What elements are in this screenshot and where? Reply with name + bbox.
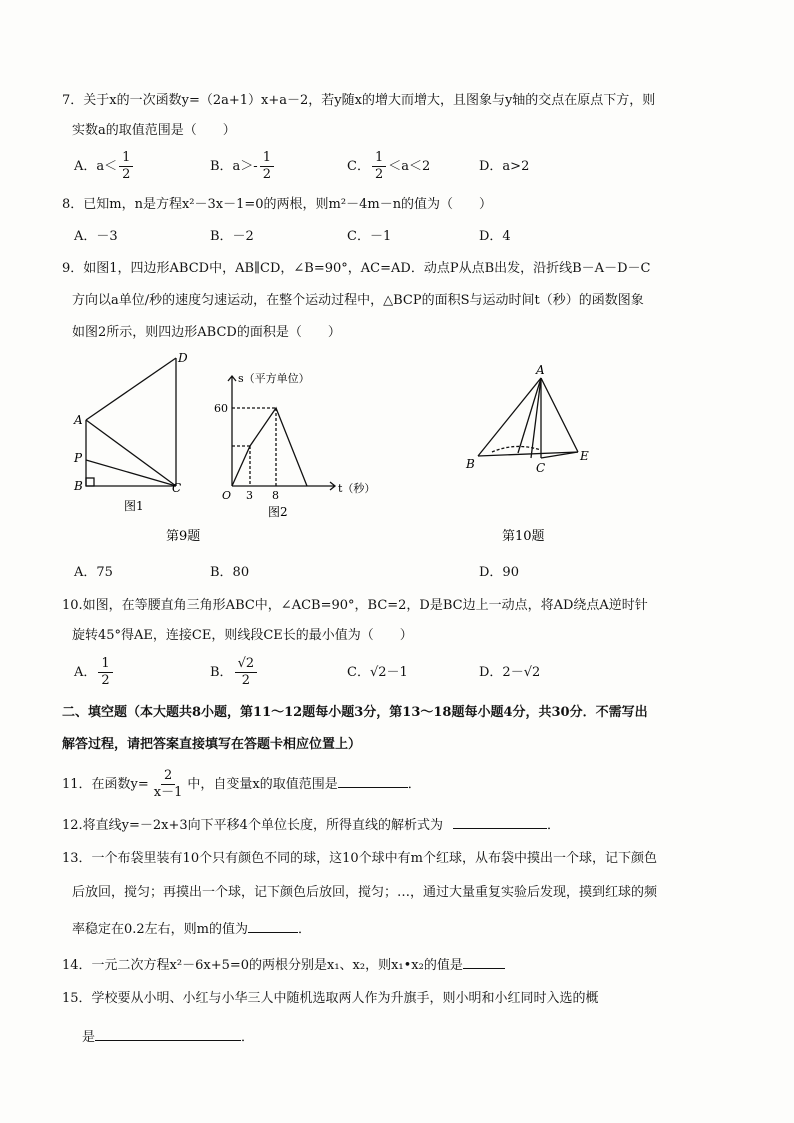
fig2-caption: 图2	[268, 505, 288, 519]
fig1-label-c: C	[172, 481, 182, 495]
q9-option-d: D．90	[479, 565, 519, 580]
q8-option-d: D．4	[479, 229, 511, 244]
fig1-caption: 图1	[124, 499, 144, 513]
q10-option-b: B． $\frac{√2}{2}$	[210, 656, 259, 689]
q7-option-b: B．a＞- $\frac{1}{2}$	[210, 150, 276, 183]
q11: 11．在函数y= $\frac{2}{x-1}$ 中，自变量x的取值范围是 ．	[62, 768, 421, 800]
q11-answer-blank[interactable]	[338, 773, 408, 788]
figure-3	[478, 378, 578, 458]
q9-line3: 如图2所示，则四边形ABCD的面积是（ ）	[72, 325, 341, 340]
q7-option-d: D．a>2	[479, 159, 530, 174]
q9-option-a: A．75	[74, 565, 113, 580]
q7-option-c: C． $\frac{1}{2}$ ＜a＜2	[347, 150, 431, 182]
figures	[0, 348, 794, 558]
q14-answer-blank[interactable]	[463, 954, 505, 969]
caption-q9: 第9题	[166, 529, 201, 544]
fig2-t8: 8	[272, 489, 279, 502]
q13-line1: 13．一个布袋里装有10个只有颜色不同的球，这10个球中有m个红球，从布袋中摸出一个球，记下颜色	[62, 851, 657, 866]
fig1-label-b: B	[74, 479, 83, 493]
fig3-label-a: A	[536, 363, 545, 377]
fig2-axis-s: s（平方单位）	[238, 372, 310, 385]
fig2-axis-t: t（秒）	[338, 482, 376, 495]
q8-option-b: B．－2	[210, 229, 254, 244]
q13-line2: 后放回，搅匀；再摸出一个球，记下颜色后放回，搅匀；…，通过大量重复实验后发现，摸到红球的频	[72, 885, 658, 900]
fig3-label-c: C	[536, 461, 546, 475]
figure-2	[228, 376, 335, 490]
section2-line1: 二、填空题（本大题共8小题，第11～12题每小题3分，第13～18题每小题4分，共30分．不需写出	[62, 705, 648, 720]
q15-line2: 是 ．	[82, 1026, 254, 1047]
q10-option-d: D．2－√2	[479, 665, 541, 680]
fig2-t3: 3	[246, 489, 253, 502]
q9-option-b: B．80	[210, 565, 250, 580]
q10-line2: 旋转45°得AE，连接CE，则线段CE长的最小值为（ ）	[72, 628, 413, 643]
q8-option-a: A．－3	[74, 229, 118, 244]
q7-option-a: A．a＜ $\frac{1}{2}$	[74, 150, 135, 183]
q8-option-c: C．－1	[347, 229, 392, 244]
q10-option-c: C．√2－1	[347, 665, 408, 680]
q15-answer-blank[interactable]	[95, 1026, 241, 1041]
section2-line2: 解答过程，请把答案直接填写在答题卡相应位置上）	[62, 737, 362, 752]
fig2-origin: O	[222, 489, 232, 502]
q7-line1: 7．关于x的一次函数y=（2a+1）x+a－2，若y随x的增大而增大，且图象与y轴的交点在原点下方，则	[62, 93, 656, 108]
q12-answer-blank[interactable]	[453, 814, 547, 829]
q7-line2: 实数a的取值范围是（ ）	[72, 123, 236, 138]
fig1-label-p: P	[74, 451, 83, 465]
q10-option-a: A． $\frac{1}{2}$	[74, 656, 115, 689]
q8-line1: 8．已知m，n是方程x²－3x－1=0的两根，则m²－4m－n的值为（ ）	[62, 197, 493, 212]
q9-line1: 9．如图1，四边形ABCD中，AB∥CD，∠B=90°，AC=AD．动点P从点B出发，沿折线B－A－D－C	[62, 261, 651, 276]
fig3-label-e: E	[580, 449, 589, 463]
caption-q10: 第10题	[502, 529, 545, 544]
fig3-label-b: B	[466, 457, 475, 471]
q15-line1: 15．学校要从小明、小红与小华三人中随机选取两人作为升旗手，则小明和小红同时入选的概	[62, 991, 599, 1006]
q14: 14．一元二次方程x²－6x+5=0的两根分别是x₁、x₂，则x₁•x₂的值是	[62, 954, 505, 975]
q13-answer-blank[interactable]	[248, 918, 298, 933]
fig2-y60: 60	[214, 402, 228, 415]
fig1-label-d: D	[178, 351, 188, 365]
fig1-label-a: A	[74, 413, 83, 427]
figure-1	[86, 358, 176, 486]
q12: 12.将直线y=－2x+3向下平移4个单位长度，所得直线的解析式为 ．	[62, 814, 560, 835]
q9-line2: 方向以a单位/秒的速度匀速运动，在整个运动过程中，△BCP的面积S与运动时间t（秒）的函数图象	[72, 293, 644, 308]
q13-line3: 率稳定在0.2左右，则m的值为 ．	[72, 918, 311, 939]
q10-line1: 10.如图，在等腰直角三角形ABC中，∠ACB=90°，BC=2，D是BC边上一动点，将AD绕点A逆时针	[62, 598, 648, 613]
